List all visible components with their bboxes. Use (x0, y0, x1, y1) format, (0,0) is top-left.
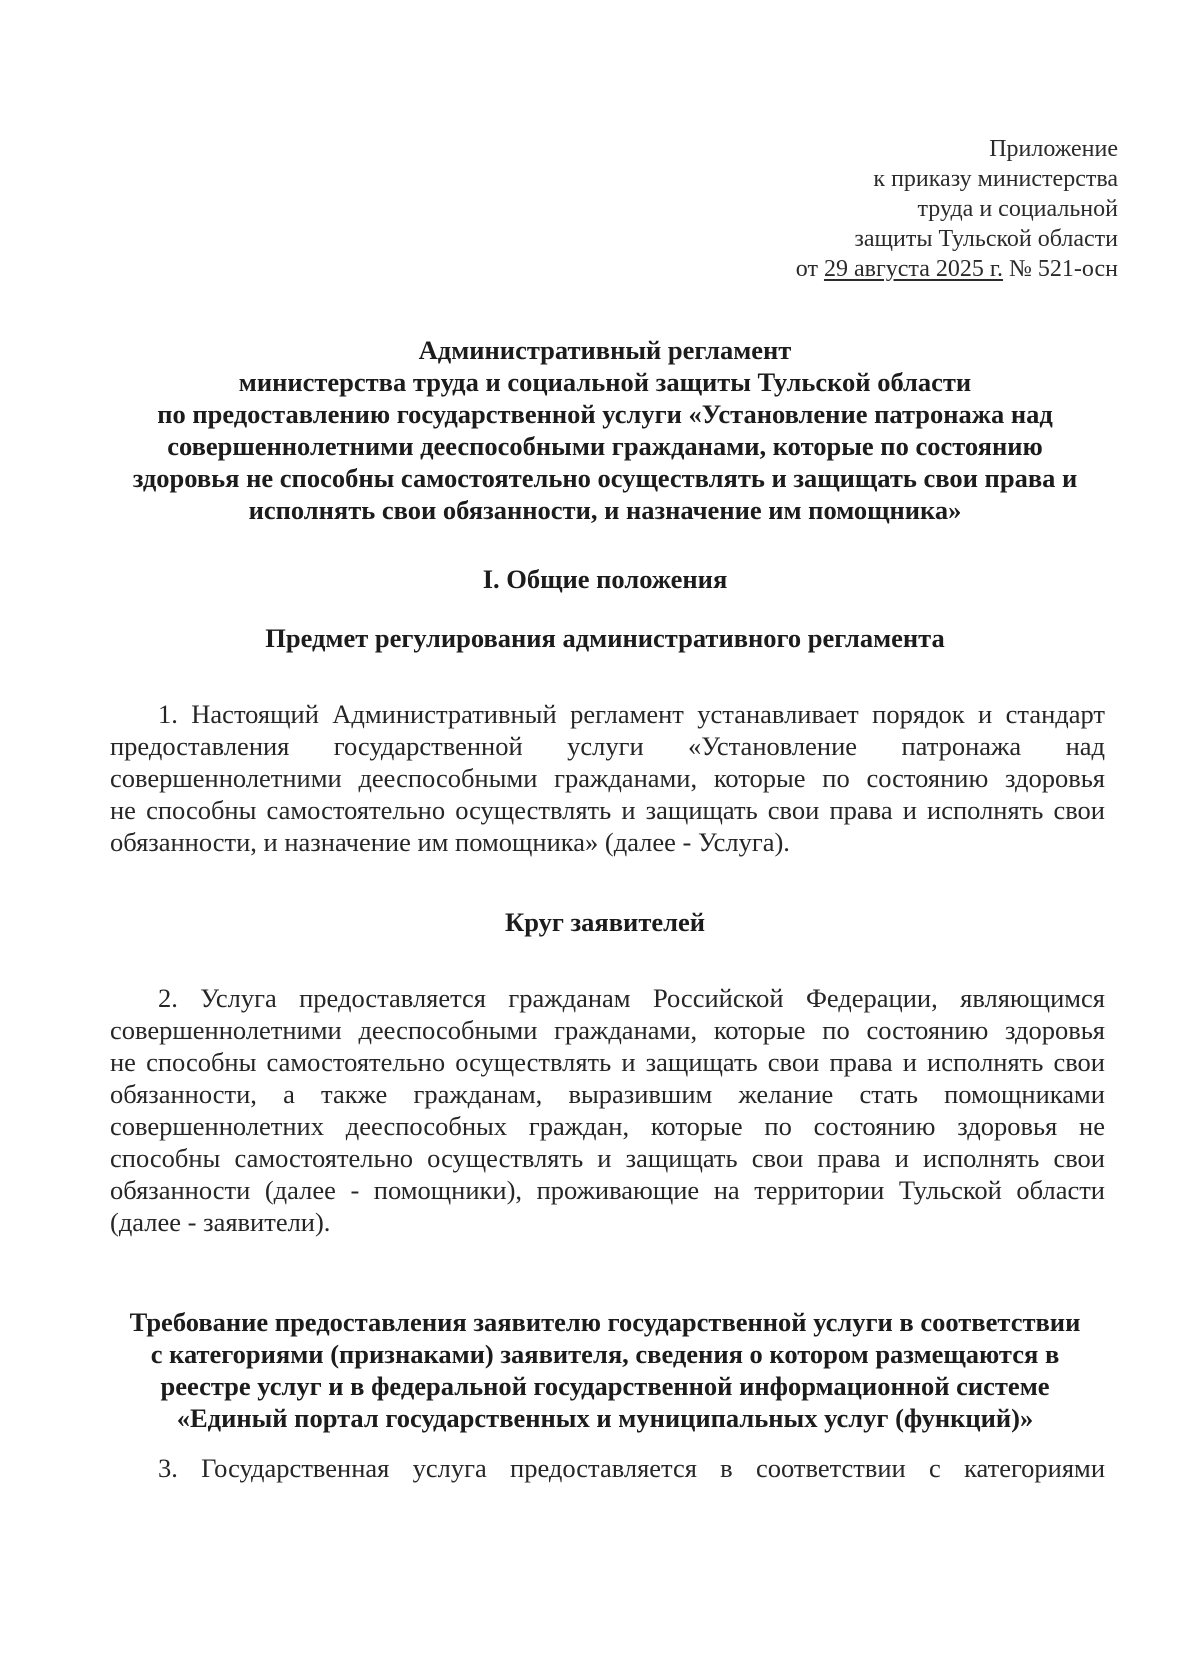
subsection-heading-subject (110, 622, 1100, 654)
annex-line-2: к приказу министерства (873, 166, 1118, 192)
paragraph-2-line: 2. Услуга предоставляется гражданам Российской Федерации, являющимся (158, 983, 1105, 1013)
subsection-heading-subject-text: Предмет регулирования административного регламента (265, 623, 945, 653)
annex-line-4: защиты Тульской области (854, 226, 1118, 252)
annex-date: 29 августа 2025 г. (823, 256, 1004, 282)
paragraph-1-line: обязанности, и назначение им помощника» (далее - Услуга). (110, 827, 790, 857)
subsection-heading-requirement (110, 1306, 1100, 1434)
paragraph-2-line: совершеннолетними дееспособными гражданами, которые по состоянию здоровья (110, 1015, 1105, 1045)
title-line-2: министерства труда и социальной защиты Тульской области (238, 367, 972, 397)
paragraph-3 (110, 1452, 1105, 1484)
requirement-heading-line: реестре услуг и в федеральной государственной информационной системе (160, 1371, 1050, 1401)
paragraph-1-line: предоставления государственной услуги «Установление патронажа над (110, 731, 1105, 761)
paragraph-1 (110, 698, 1105, 858)
paragraph-2-line: обязанности, а также гражданам, выразившим желание стать помощниками (110, 1079, 1105, 1109)
paragraph-2-line: (далее - заявители). (110, 1207, 331, 1237)
section-heading-general (110, 563, 1100, 595)
subsection-heading-applicants (110, 906, 1100, 938)
paragraph-2-line: обязанности (далее - помощники), проживающие на территории Тульской области (110, 1175, 1105, 1205)
paragraph-2 (110, 982, 1105, 1238)
section-heading-general-text: I. Общие положения (482, 564, 728, 594)
annex-date-prefix: от (795, 256, 824, 282)
requirement-heading-line: Требование предоставления заявителю государственной услуги в соответствии (129, 1307, 1081, 1337)
paragraph-1-line: 1. Настоящий Административный регламент устанавливает порядок и стандарт (158, 699, 1105, 729)
title-line-1: Административный регламент (418, 335, 792, 365)
title-line-4: совершеннолетними дееспособными гражданами, которые по состоянию (167, 431, 1043, 461)
paragraph-2-line: способны самостоятельно осуществлять и защищать свои права и исполнять свои (110, 1143, 1105, 1173)
requirement-heading-line: «Единый портал государственных и муниципальных услуг (функций)» (176, 1403, 1034, 1433)
title-line-3: по предоставлению государственной услуги «Установление патронажа над (157, 399, 1053, 429)
annex-order-number: № 521-осн (1003, 256, 1118, 282)
requirement-heading-line: с категориями (признаками) заявителя, сведения о котором размещаются в (150, 1339, 1060, 1369)
paragraph-1-line: не способны самостоятельно осуществлять и защищать свои права и исполнять свои (110, 795, 1105, 825)
document-title (110, 334, 1100, 526)
annex-block (796, 134, 1118, 284)
paragraph-1-line: совершеннолетними дееспособными гражданами, которые по состоянию здоровья (110, 763, 1105, 793)
annex-line-5 (796, 254, 1118, 284)
annex-line-1: Приложение (989, 136, 1118, 162)
annex-line-3: труда и социальной (917, 196, 1118, 222)
paragraph-2-line: совершеннолетних дееспособных граждан, которые по состоянию здоровья не (110, 1111, 1105, 1141)
paragraph-3-line: 3. Государственная услуга предоставляется в соответствии с категориями (158, 1453, 1105, 1483)
paragraph-2-line: не способны самостоятельно осуществлять и защищать свои права и исполнять свои (110, 1047, 1105, 1077)
title-line-6: исполнять свои обязанности, и назначение им помощника» (248, 495, 962, 525)
title-line-5: здоровья не способны самостоятельно осуществлять и защищать свои права и (132, 463, 1078, 493)
subsection-heading-applicants-text: Круг заявителей (504, 907, 705, 937)
